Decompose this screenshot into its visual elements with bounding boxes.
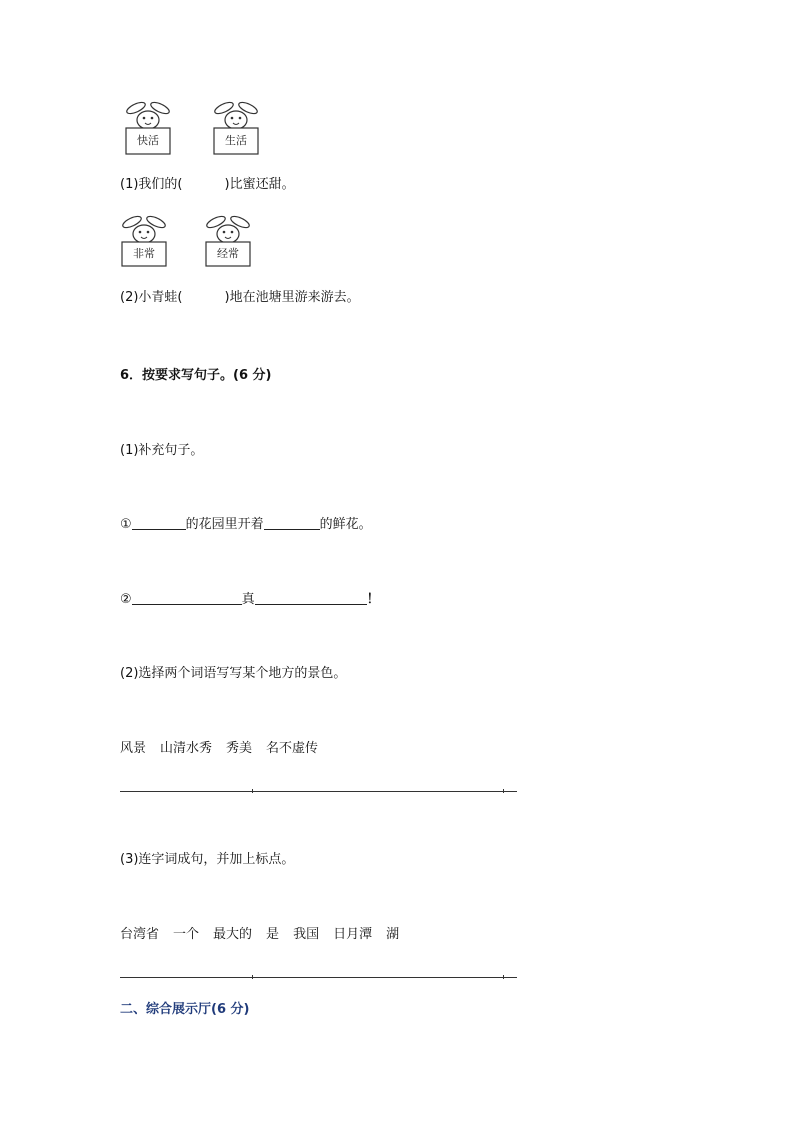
sentence-text: 的花园里开着	[185, 517, 264, 532]
fill-blank[interactable]	[132, 592, 242, 605]
fill-blank[interactable]	[264, 517, 320, 530]
q6-part3-word-bank	[120, 927, 399, 943]
rabbit-sign-label: 快活	[137, 134, 159, 147]
word-option: 名不虚传	[266, 741, 319, 756]
fill-blank[interactable]	[255, 592, 367, 605]
word-option: 山清水秀	[160, 741, 213, 756]
q5-item1-sentence	[120, 177, 295, 193]
rabbit-sign-option-b	[208, 98, 264, 160]
circled-number: ②	[120, 592, 132, 607]
word-option: 日月潭	[333, 927, 373, 942]
q5-item2-prefix: (2)小青蛙(	[120, 290, 183, 305]
q5-item1-suffix: )比蜜还甜。	[224, 177, 295, 192]
rabbit-sign-option-a	[120, 98, 176, 160]
q5-item2-sentence	[120, 290, 360, 306]
q6-part2-word-bank	[120, 741, 318, 757]
q6-part1-label: (1)补充句子。	[120, 443, 204, 458]
rabbit-sign-option-b	[200, 212, 256, 274]
word-option: 台湾省	[120, 927, 160, 942]
rabbit-sign-label: 经常	[217, 247, 239, 260]
sentence-text: ！	[366, 592, 380, 607]
sentence-text: 的鲜花。	[319, 517, 372, 532]
word-option: 湖	[386, 927, 400, 942]
q6-heading: 6．按要求写句子。(6 分)	[120, 368, 272, 383]
q6-part1-sentence-2	[120, 592, 380, 608]
rabbit-sign-label: 非常	[133, 247, 155, 260]
word-option: 一个	[173, 927, 200, 942]
word-option: 秀美	[226, 741, 253, 756]
q6-part1-sentence-1	[120, 517, 372, 533]
q6-part2-label: (2)选择两个词语写写某个地方的景色。	[120, 666, 347, 681]
rabbit-icon	[120, 98, 176, 160]
answer-line-tick	[503, 789, 504, 793]
answer-line-tick	[252, 789, 253, 793]
rabbit-icon	[116, 212, 172, 274]
answer-line-tick	[252, 975, 253, 979]
answer-line[interactable]	[120, 977, 517, 978]
answer-line[interactable]	[120, 791, 517, 792]
rabbit-icon	[208, 98, 264, 160]
circled-number: ①	[120, 517, 132, 532]
word-option: 是	[266, 927, 280, 942]
q5-item2-suffix: )地在池塘里游来游去。	[224, 290, 360, 305]
q5-item1-prefix: (1)我们的(	[120, 177, 183, 192]
fill-blank[interactable]	[132, 517, 186, 530]
answer-line-tick	[503, 975, 504, 979]
sentence-text: 真	[241, 592, 255, 607]
rabbit-sign-option-a	[116, 212, 172, 274]
word-option: 风景	[120, 741, 147, 756]
q6-part3-label: (3)连字词成句，并加上标点。	[120, 852, 295, 867]
rabbit-sign-label: 生活	[225, 134, 247, 147]
word-option: 最大的	[213, 927, 253, 942]
word-option: 我国	[293, 927, 320, 942]
section2-heading: 二、综合展示厅(6 分)	[120, 1002, 250, 1017]
rabbit-icon	[200, 212, 256, 274]
